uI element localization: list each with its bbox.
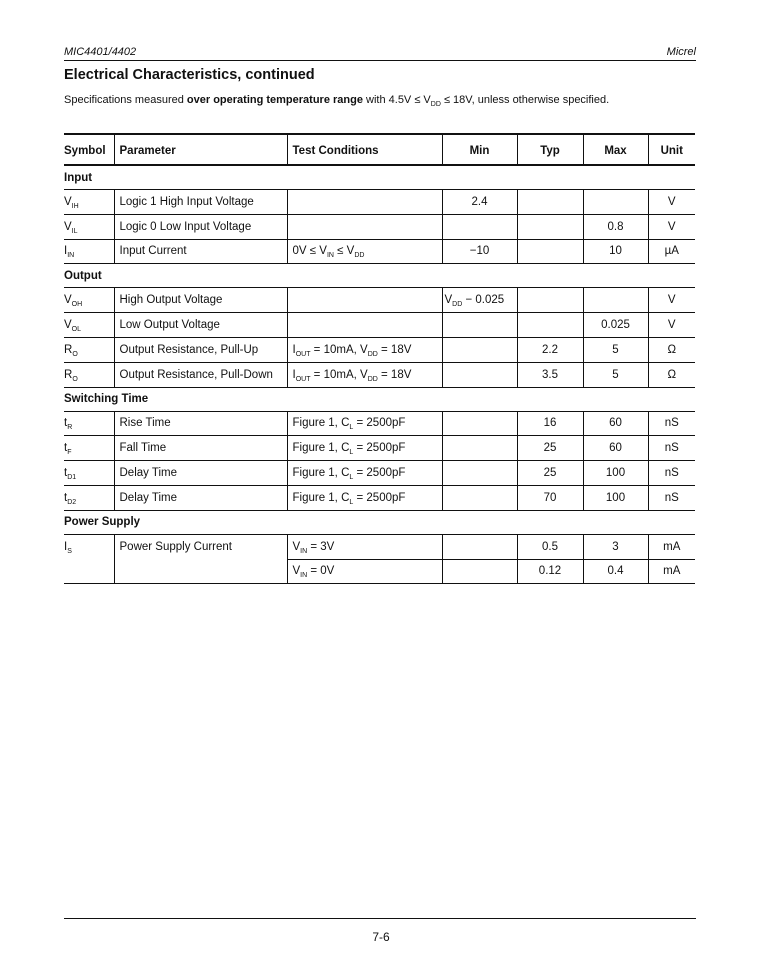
section-input: Input — [64, 165, 695, 190]
col-max: Max — [583, 134, 648, 165]
parameter-cell — [114, 559, 287, 584]
parameter-cell: Output Resistance, Pull-Down — [114, 362, 287, 387]
parameter-cell: Delay Time — [114, 485, 287, 510]
page-number: 7-6 — [372, 930, 390, 944]
min-cell — [442, 411, 517, 436]
unit-cell: nS — [648, 436, 695, 461]
col-unit: Unit — [648, 134, 695, 165]
max-cell: 60 — [583, 411, 648, 436]
typ-cell: 70 — [517, 485, 583, 510]
typ-cell — [517, 239, 583, 264]
max-cell — [583, 288, 648, 313]
max-cell: 100 — [583, 461, 648, 486]
test-cell: $I_{OUT} = 10mA$, $V_{DD} = 18V$ — [287, 337, 442, 362]
parameter-cell: Logic 1 High Input Voltage — [114, 190, 287, 215]
typ-cell — [517, 214, 583, 239]
max-cell: 60 — [583, 436, 648, 461]
table-row — [64, 239, 695, 264]
company-name: Micrel — [666, 46, 696, 58]
section-switching-time: Switching Time — [64, 387, 695, 411]
test-cell: $V_{IN} = 0V$ — [287, 559, 442, 584]
symbol-cell: $t_{D1}$ — [64, 461, 114, 486]
table-row — [64, 411, 695, 436]
test-cell: $0V \le V_{IN} \le V_{DD}$ — [287, 239, 442, 264]
col-symbol: Symbol — [64, 134, 114, 165]
parameter-cell: Logic 0 Low Input Voltage — [114, 214, 287, 239]
page-header — [64, 46, 696, 61]
min-cell: −10 — [442, 239, 517, 264]
unit-cell: mA — [648, 559, 695, 584]
typ-cell — [517, 288, 583, 313]
min-cell — [442, 337, 517, 362]
parameter-cell: Fall Time — [114, 436, 287, 461]
symbol-cell: $V_{OL}$ — [64, 313, 114, 338]
symbol-cell: $t_R$ — [64, 411, 114, 436]
table-row — [64, 214, 695, 239]
symbol-cell: $t_F$ — [64, 436, 114, 461]
footer-rule — [64, 918, 696, 919]
min-cell: $V_{DD} - 0.025$ — [442, 288, 517, 313]
parameter-cell: Power Supply Current — [114, 534, 287, 559]
min-cell — [442, 313, 517, 338]
symbol-cell: $V_{IL}$ — [64, 214, 114, 239]
table-row — [64, 559, 695, 584]
min-cell — [442, 214, 517, 239]
min-cell — [442, 485, 517, 510]
symbol-cell — [64, 559, 114, 584]
test-cell: Figure 1, $C_L = 2500pF$ — [287, 411, 442, 436]
spec-conditions: Specifications measured over operating temperature range with $4.5V \le V_{DD} \le 18V$, unless otherwise specified. — [64, 94, 610, 108]
table-row — [64, 436, 695, 461]
max-cell: 0.8 — [583, 214, 648, 239]
min-cell — [442, 559, 517, 584]
typ-cell: 25 — [517, 436, 583, 461]
col-parameter: Parameter — [114, 134, 287, 165]
typ-cell: 16 — [517, 411, 583, 436]
symbol-cell: $R_O$ — [64, 362, 114, 387]
typ-cell — [517, 190, 583, 215]
max-cell: 0.025 — [583, 313, 648, 338]
max-cell: 3 — [583, 534, 648, 559]
table-row — [64, 190, 695, 215]
test-cell: $V_{IN} = 3V$ — [287, 534, 442, 559]
table-header-row — [64, 134, 695, 165]
table-row — [64, 337, 695, 362]
unit-cell: V — [648, 214, 695, 239]
typ-cell: 3.5 — [517, 362, 583, 387]
unit-cell: V — [648, 313, 695, 338]
unit-cell: nS — [648, 485, 695, 510]
test-cell: Figure 1, $C_L = 2500pF$ — [287, 436, 442, 461]
parameter-cell: Output Resistance, Pull-Up — [114, 337, 287, 362]
min-cell — [442, 436, 517, 461]
table-row — [64, 485, 695, 510]
table-row — [64, 362, 695, 387]
parameter-cell: Input Current — [114, 239, 287, 264]
section-power-supply: Power Supply — [64, 510, 695, 534]
min-cell — [442, 362, 517, 387]
part-number: MIC4401/4402 — [64, 46, 137, 58]
typ-cell: 0.12 — [517, 559, 583, 584]
test-cell: $I_{OUT} = 10mA$, $V_{DD} = 18V$ — [287, 362, 442, 387]
max-cell: 100 — [583, 485, 648, 510]
min-cell: 2.4 — [442, 190, 517, 215]
typ-cell: 2.2 — [517, 337, 583, 362]
symbol-cell: $V_{IH}$ — [64, 190, 114, 215]
unit-cell: Ω — [648, 337, 695, 362]
test-cell: Figure 1, $C_L = 2500pF$ — [287, 485, 442, 510]
parameter-cell: Delay Time — [114, 461, 287, 486]
typ-cell: 25 — [517, 461, 583, 486]
parameter-cell: Rise Time — [114, 411, 287, 436]
test-cell — [287, 288, 442, 313]
table-row — [64, 534, 695, 559]
min-cell — [442, 461, 517, 486]
max-cell: 5 — [583, 362, 648, 387]
parameter-cell: High Output Voltage — [114, 288, 287, 313]
electrical-characteristics-table — [64, 133, 695, 584]
min-cell — [442, 534, 517, 559]
symbol-cell: $t_{D2}$ — [64, 485, 114, 510]
unit-cell: nS — [648, 461, 695, 486]
col-test-conditions: Test Conditions — [287, 134, 442, 165]
unit-cell: V — [648, 190, 695, 215]
typ-cell — [517, 313, 583, 338]
page-title: Electrical Characteristics, continued — [64, 67, 315, 83]
max-cell: 5 — [583, 337, 648, 362]
test-cell — [287, 214, 442, 239]
unit-cell: V — [648, 288, 695, 313]
symbol-cell: $V_{OH}$ — [64, 288, 114, 313]
table-row — [64, 461, 695, 486]
max-cell: 0.4 — [583, 559, 648, 584]
max-cell: 10 — [583, 239, 648, 264]
unit-cell: mA — [648, 534, 695, 559]
test-cell: Figure 1, $C_L = 2500pF$ — [287, 461, 442, 486]
test-cell — [287, 313, 442, 338]
col-typ: Typ — [517, 134, 583, 165]
symbol-cell: $I_{IN}$ — [64, 239, 114, 264]
test-cell — [287, 190, 442, 215]
max-cell — [583, 190, 648, 215]
typ-cell: 0.5 — [517, 534, 583, 559]
parameter-cell: Low Output Voltage — [114, 313, 287, 338]
table-row — [64, 313, 695, 338]
table-row — [64, 288, 695, 313]
section-output: Output — [64, 264, 695, 288]
symbol-cell: $R_O$ — [64, 337, 114, 362]
unit-cell: nS — [648, 411, 695, 436]
unit-cell: Ω — [648, 362, 695, 387]
unit-cell: µA — [648, 239, 695, 264]
col-min: Min — [442, 134, 517, 165]
symbol-cell: $I_S$ — [64, 540, 72, 555]
